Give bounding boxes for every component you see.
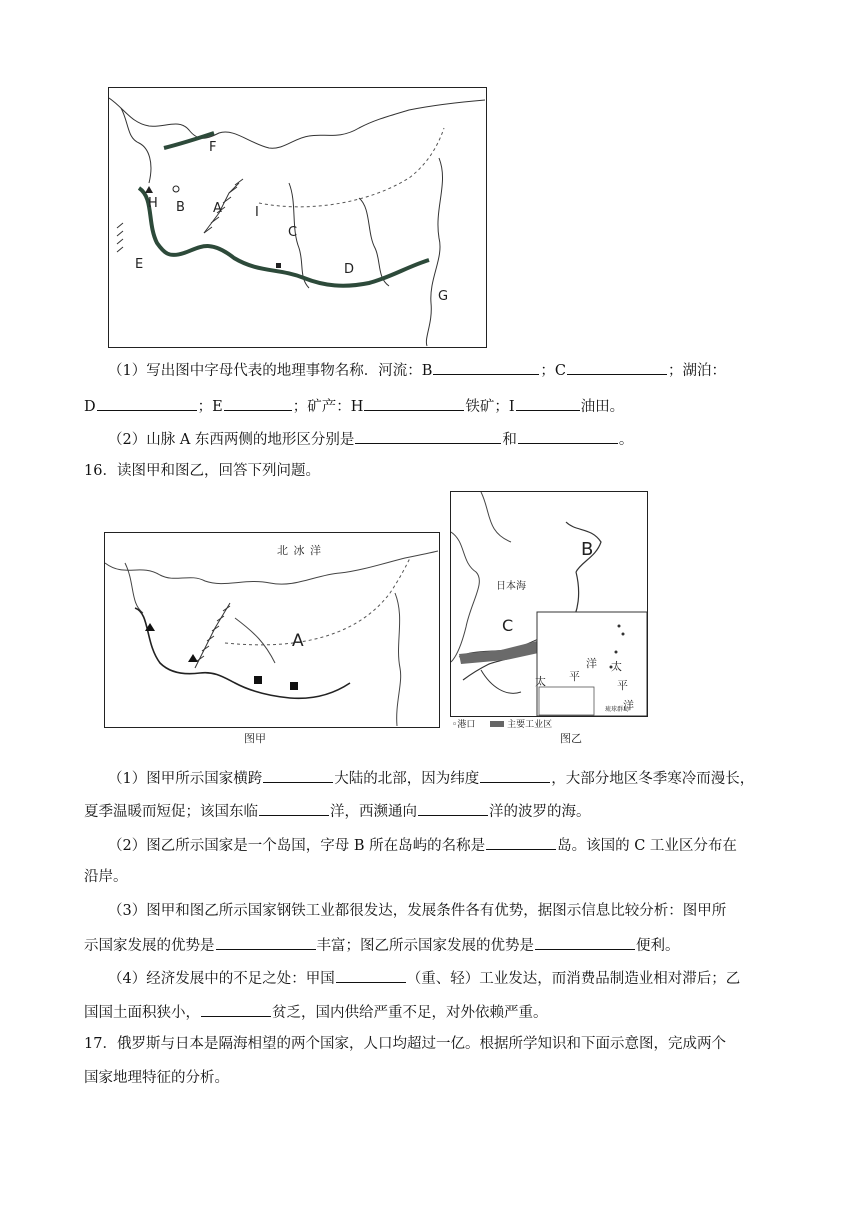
triangle-symbol-2 xyxy=(188,654,198,662)
q15-p1-text-g: 铁矿；I xyxy=(465,399,515,415)
q15-blank-e[interactable] xyxy=(224,395,292,411)
q16-blank-latitude[interactable] xyxy=(480,767,550,783)
map-jia-drawing xyxy=(105,533,439,727)
map-jia-caption: 图甲 xyxy=(244,732,266,745)
map-yi-label-c: C xyxy=(502,616,514,635)
q16-blank-continent[interactable] xyxy=(263,767,333,783)
q16-p1-d: 夏季温暖而短促；该国东临 xyxy=(84,804,258,820)
q15-p1-text-a: （1）写出图中字母代表的地理事物名称．河流：B xyxy=(108,363,433,379)
q15-p1-text-f: ；矿产：H xyxy=(292,399,364,415)
legend-industry-label: 主要工业区 xyxy=(507,720,553,730)
legend-port-label: 港口 xyxy=(457,720,476,730)
q16-blank-industry-type[interactable] xyxy=(336,967,406,983)
triangle-symbol-h xyxy=(145,186,153,193)
q15-line1 xyxy=(108,359,726,381)
map1-label-e: E xyxy=(135,257,144,272)
q15-blank-i[interactable] xyxy=(516,395,580,411)
q16-p2-line2: 沿岸。 xyxy=(84,869,128,885)
q15-blank-east[interactable] xyxy=(518,428,618,444)
q16-p1-a: （1）图甲所示国家横跨 xyxy=(108,771,263,787)
q16-p4-a: （4）经济发展中的不足之处：甲国 xyxy=(108,971,335,987)
map1-label-f: F xyxy=(209,140,217,155)
map-yi-label-b: B xyxy=(581,539,594,560)
pacific-char-4: 太 xyxy=(611,660,622,673)
q15-p2-text-c: 。 xyxy=(618,432,634,448)
map1-label-h: H xyxy=(148,196,158,211)
q16-blank-transport[interactable] xyxy=(535,934,635,950)
q16-p1-b: 大陆的北部，因为纬度 xyxy=(334,771,480,787)
q16-p4-d: 贫乏，国内供给严重不足，对外依赖严重。 xyxy=(272,1005,548,1021)
map-jia-label-a: A xyxy=(292,631,304,651)
q16-blank-resources[interactable] xyxy=(201,1001,271,1017)
russia-map-1 xyxy=(108,87,487,348)
map1-label-b: B xyxy=(176,200,185,215)
q15-p2-text-a: （2）山脉 A 东西两侧的地形区分别是 xyxy=(108,432,355,448)
q16-p4-line1 xyxy=(108,967,740,989)
q16-p1-f: 洋的波罗的海。 xyxy=(489,804,591,820)
q15-line2 xyxy=(84,395,624,417)
inset-caption: 琉球群岛 xyxy=(605,706,630,713)
map1-label-a: A xyxy=(213,201,222,216)
q16-p2-a: （2）图乙所示国家是一个岛国，字母 B 所在岛屿的名称是 xyxy=(108,838,486,854)
pacific-char-1: 洋 xyxy=(586,657,597,670)
q16-p1-line1 xyxy=(108,767,754,789)
q15-blank-c[interactable] xyxy=(567,359,667,375)
q16-p1-line2 xyxy=(84,800,591,822)
map-yi-legend xyxy=(452,717,552,730)
q16-p3-line1: （3）图甲和图乙所示国家钢铁工业都很发达，发展条件各有优势，据图示信息比较分析：图甲所 xyxy=(108,903,727,919)
q15-blank-b[interactable] xyxy=(433,359,539,375)
map-yi xyxy=(450,491,648,717)
q16-p4-b: （重、轻）工业发达，而消费品制造业相对滞后；乙 xyxy=(406,971,741,987)
q15-blank-h[interactable] xyxy=(364,395,464,411)
q17-line2: 国家地理特征的分析。 xyxy=(84,1070,229,1086)
q15-p2-text-b: 和 xyxy=(502,432,517,448)
q15-p1-text-b: ；C xyxy=(540,363,566,379)
q17-line1: 17．俄罗斯与日本是隔海相望的两个国家，人口均超过一亿。根据所学知识和下面示意图，完成两个 xyxy=(84,1036,726,1052)
map1-label-c: C xyxy=(288,225,298,240)
q15-p1-text-d: D xyxy=(84,399,96,415)
map-yi-caption: 图乙 xyxy=(560,732,582,745)
industry-zone-icon xyxy=(490,721,504,727)
q16-blank-island[interactable] xyxy=(486,834,556,850)
q15-p1-text-c: ；湖泊： xyxy=(668,363,726,379)
map1-label-g: G xyxy=(438,289,449,304)
q16-p4-c: 国国土面积狭小， xyxy=(84,1005,200,1021)
square-symbol xyxy=(276,263,281,268)
q15-line3 xyxy=(108,428,633,450)
pacific-char-2: 平 xyxy=(569,670,580,683)
q15-blank-d[interactable] xyxy=(97,395,197,411)
q16-blank-east-ocean[interactable] xyxy=(259,800,329,816)
q16-stem: 16．读图甲和图乙，回答下列问题。 xyxy=(84,463,320,479)
q15-p1-text-e: ；E xyxy=(197,399,223,415)
port-icon: ◦ xyxy=(452,720,458,730)
q16-p2-b: 岛。该国的 C 工业区分布在 xyxy=(557,838,737,854)
q16-p3-c: 丰富；图乙所示国家发展的优势是 xyxy=(316,938,534,954)
q16-p3-b: 示国家发展的优势是 xyxy=(84,938,215,954)
q16-p3-line2 xyxy=(84,934,680,956)
pacific-char-3: 太 xyxy=(535,675,546,688)
q15-blank-west[interactable] xyxy=(355,428,501,444)
q16-blank-resource[interactable] xyxy=(216,934,316,950)
map-jia xyxy=(104,532,440,728)
map1-label-i: I xyxy=(255,205,259,220)
q16-p2-line1 xyxy=(108,834,737,856)
japan-sea-label: 日本海 xyxy=(496,581,526,592)
q15-p1-text-h: 油田。 xyxy=(580,399,625,415)
q16-p1-c: ，大部分地区冬季寒冷而漫长， xyxy=(551,771,755,787)
map1-label-d: D xyxy=(344,262,355,277)
pacific-char-5: 平 xyxy=(617,679,628,692)
arctic-ocean-label: 北 冰 洋 xyxy=(277,544,322,557)
pacific-char-6: 洋 xyxy=(623,699,634,712)
q16-p3-d: 便利。 xyxy=(636,938,680,954)
q16-p4-line2 xyxy=(84,1001,548,1023)
circle-symbol xyxy=(173,186,179,192)
q16-p1-e: 洋，西濒通向 xyxy=(330,804,417,820)
q16-blank-west-ocean[interactable] xyxy=(418,800,488,816)
russia-map-1-drawing xyxy=(109,88,486,347)
square-symbol-2 xyxy=(290,682,298,690)
square-symbol-1 xyxy=(254,676,262,684)
